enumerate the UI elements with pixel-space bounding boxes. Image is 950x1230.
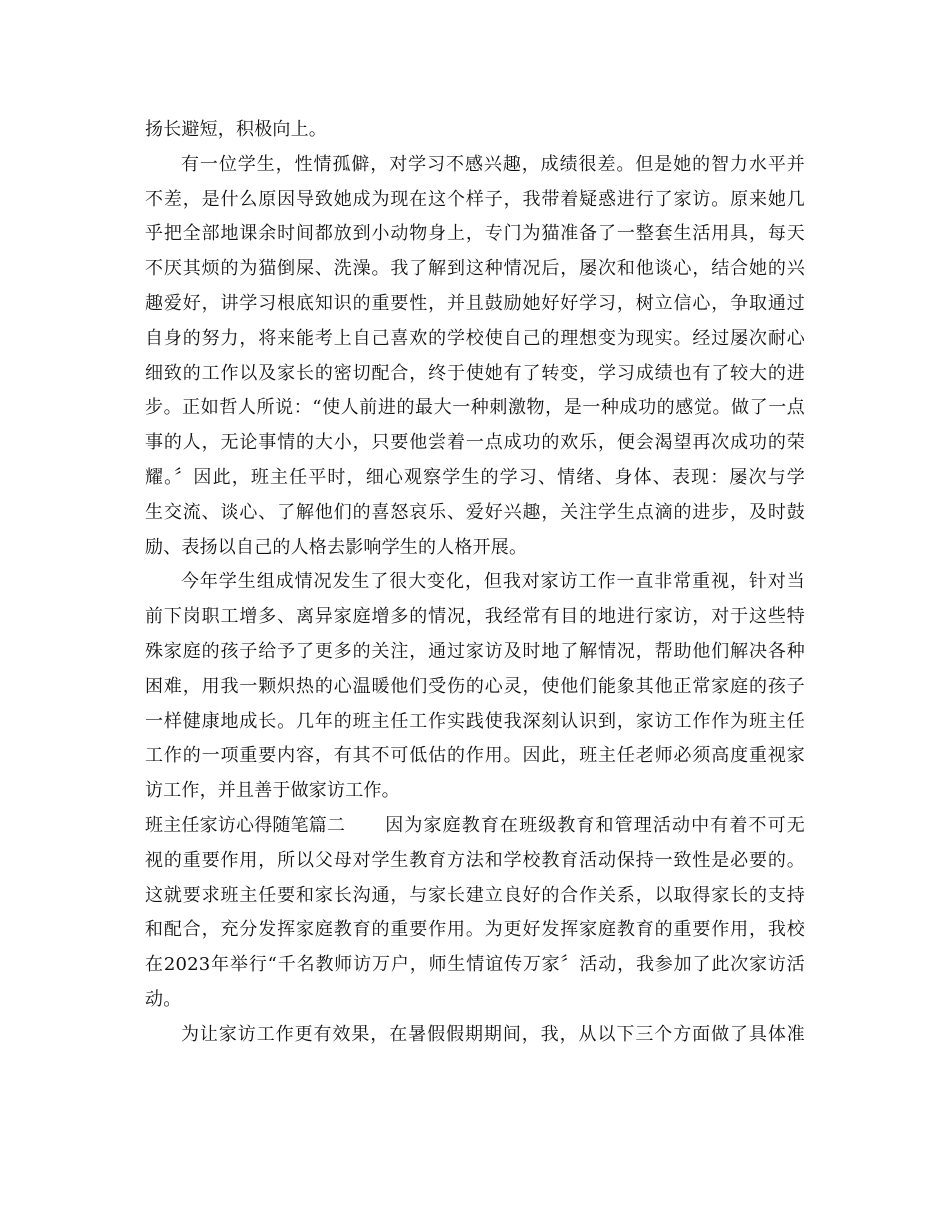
paragraph-intro [145,113,805,148]
text-line: 一样健康地成长。几年的班主任工作实践使我深刻认识到，家访工作作为班主任 [145,710,805,732]
section-title: 班主任家访心得随笔篇二 [145,814,346,836]
text-line: 为让家访工作更有效果，在暑假假期期间，我，从以下三个方面做了具体准 [181,1023,805,1045]
text-line: 细致的工作以及家长的密切配合，终于使她有了转变，学习成绩也有了较大的进 [145,362,805,384]
text-line: 因为家庭教育在班级教育和管理活动中有着不可无 [385,814,805,836]
text-line: 不厌其烦的为猫倒屎、洗澡。我了解到这种情况后，屡次和他谈心，结合她的兴 [145,258,805,280]
text-line: 视的重要作用，所以父母对学生教育方法和学校教育活动保持一致性是必要的。 [145,849,805,871]
text-line: 扬长避短，积极向上。 [145,119,327,140]
paragraph-home-visit [145,565,805,809]
section-two [145,809,805,1018]
text-line: 自身的努力，将来能考上自己喜欢的学校使自己的理想变为现实。经过屡次耐心 [145,327,805,349]
text-line: 事的人，无论事情的大小，只要他尝着一点成功的欢乐，便会渴望再次成功的荣 [145,432,805,454]
text-line: 和配合，充分发挥家庭教育的重要作用。为更好发挥家庭教育的重要作用，我校 [145,919,805,941]
document-page [145,113,805,1053]
text-line: 有一位学生，性情孤僻，对学习不感兴趣，成绩很差。但是她的智力水平并 [181,153,805,175]
text-line: 困难，用我一颗炽热的心温暖他们受伤的心灵，使他们能象其他正常家庭的孩子 [145,675,805,697]
text-line: 在2023年举行“千名教师访万户，师生情谊传万家〞活动，我参加了此次家访活 [145,954,805,976]
text-line: 这就要求班主任要和家长沟通，与家长建立良好的合作关系，以取得家长的支持 [145,884,805,906]
text-line: 访工作，并且善于做家访工作。 [145,780,400,802]
text-line: 动。 [145,988,182,1010]
text-line: 工作的一项重要内容，有其不可低估的作用。因此，班主任老师必须高度重视家 [145,745,805,767]
paragraph-preparation [145,1018,805,1053]
text-line: 殊家庭的孩子给予了更多的关注，通过家访及时地了解情况，帮助他们解决各种 [145,640,805,662]
text-line: 生交流、谈心、了解他们的喜怒哀乐、爱好兴趣，关注学生点滴的进步，及时鼓 [145,501,805,523]
section-heading-line [145,809,805,844]
text-line: 乎把全部地课余时间都放到小动物身上，专门为猫准备了一整套生活用具，每天 [145,223,805,245]
text-line: 趣爱好，讲学习根底知识的重要性，并且鼓励她好好学习，树立信心，争取通过 [145,292,805,314]
text-line: 前下岗职工增多、离异家庭增多的情况，我经常有目的地进行家访，对于这些特 [145,606,805,628]
text-line: 步。正如哲人所说：“使人前进的最大一种刺激物，是一种成功的感觉。做了一点 [145,397,805,419]
paragraph-student-story [145,148,805,566]
text-line: 励、表扬以自己的人格去影响学生的人格开展。 [145,536,528,558]
text-line: 不差，是什么原因导致她成为现在这个样子，我带着疑惑进行了家访。原来她几 [145,188,805,210]
text-line: 耀。〞因此，班主任平时，细心观察学生的学习、情绪、身体、表现：屡次与学 [145,466,805,488]
text-line: 今年学生组成情况发生了很大变化，但我对家访工作一直非常重视，针对当 [181,571,805,593]
